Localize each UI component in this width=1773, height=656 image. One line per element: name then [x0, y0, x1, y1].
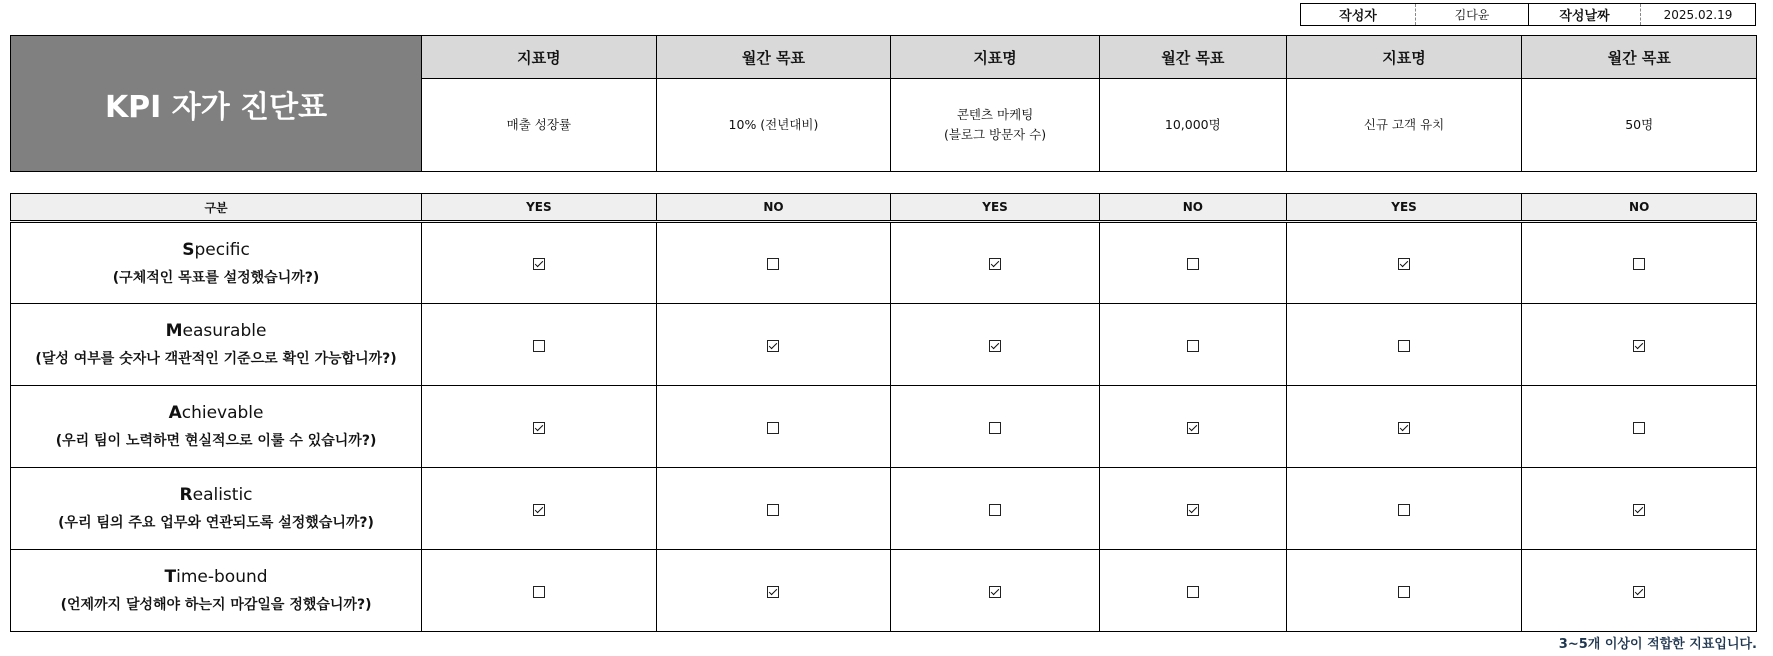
check-cell — [891, 468, 1100, 550]
checked-checkbox[interactable] — [989, 586, 1001, 598]
table-row — [11, 304, 1757, 386]
kpi3-name-cell[interactable] — [1286, 79, 1522, 172]
no-header: NO — [1522, 194, 1757, 222]
checked-checkbox[interactable] — [767, 340, 779, 352]
check-cell — [891, 304, 1100, 386]
kpi1-name: 매출 성장률 — [506, 117, 572, 132]
empty-checkbox[interactable] — [533, 340, 545, 352]
check-cell — [422, 222, 657, 304]
checked-checkbox[interactable] — [1187, 422, 1199, 434]
empty-checkbox[interactable] — [767, 422, 779, 434]
kpi1-goal[interactable]: 10% (전년대비) — [656, 79, 891, 172]
criterion-initial: A — [168, 403, 182, 423]
kpi1-name-cell[interactable] — [422, 79, 657, 172]
empty-checkbox[interactable] — [767, 258, 779, 270]
check-cell — [1099, 468, 1286, 550]
checked-checkbox[interactable] — [533, 504, 545, 516]
page-title: KPI 자가 진단표 — [11, 36, 422, 172]
criterion-rest: easurable — [182, 321, 267, 341]
criterion-cell — [11, 304, 422, 386]
empty-checkbox[interactable] — [1633, 258, 1645, 270]
kpi-header-table — [10, 35, 1757, 172]
criterion-initial: M — [165, 321, 183, 341]
criterion-rest: ime-bound — [176, 567, 268, 587]
criterion-question: (우리 팀의 주요 업무와 연관되도록 설정했습니까?) — [58, 515, 374, 531]
kpi2-goal-label: 월간 목표 — [1099, 36, 1286, 79]
author-value[interactable]: 김다윤 — [1416, 4, 1529, 25]
check-cell — [656, 222, 891, 304]
check-cell — [1099, 550, 1286, 632]
criterion-name — [11, 485, 421, 505]
check-cell — [656, 550, 891, 632]
check-cell — [891, 550, 1100, 632]
check-cell — [1099, 386, 1286, 468]
kpi3-goal-label: 월간 목표 — [1522, 36, 1757, 79]
empty-checkbox[interactable] — [1398, 586, 1410, 598]
kpi2-name-sub: (블로그 방문자 수) — [943, 127, 1047, 142]
check-cell — [1099, 304, 1286, 386]
criterion-name — [11, 240, 421, 260]
check-cell — [1286, 468, 1522, 550]
check-cell — [656, 304, 891, 386]
check-cell — [422, 304, 657, 386]
date-value[interactable]: 2025.02.19 — [1663, 7, 1733, 22]
kpi2-name-label: 지표명 — [891, 36, 1100, 79]
empty-checkbox[interactable] — [1187, 258, 1199, 270]
criterion-initial: T — [164, 567, 177, 587]
empty-checkbox[interactable] — [1633, 422, 1645, 434]
check-cell — [1286, 222, 1522, 304]
checked-checkbox[interactable] — [533, 422, 545, 434]
check-cell — [1522, 386, 1757, 468]
empty-checkbox[interactable] — [1398, 340, 1410, 352]
criterion-initial: S — [182, 239, 195, 260]
criterion-question: (구체적인 목표를 설정했습니까?) — [112, 269, 320, 286]
check-cell — [891, 386, 1100, 468]
check-cell — [1286, 304, 1522, 386]
checked-checkbox[interactable] — [1398, 422, 1410, 434]
yes-header: YES — [891, 194, 1100, 222]
checked-checkbox[interactable] — [1633, 504, 1645, 516]
kpi2-name: 콘텐츠 마케팅 — [956, 107, 1034, 122]
checked-checkbox[interactable] — [533, 258, 545, 270]
criterion-cell — [11, 222, 422, 304]
empty-checkbox[interactable] — [1187, 340, 1199, 352]
check-cell — [422, 468, 657, 550]
empty-checkbox[interactable] — [989, 504, 1001, 516]
table-row — [11, 222, 1757, 304]
kpi1-goal-label: 월간 목표 — [656, 36, 891, 79]
empty-checkbox[interactable] — [533, 586, 545, 598]
criterion-cell — [11, 468, 422, 550]
category-header: 구분 — [11, 194, 422, 222]
empty-checkbox[interactable] — [1187, 586, 1199, 598]
check-cell — [1286, 550, 1522, 632]
check-cell — [1522, 468, 1757, 550]
checked-checkbox[interactable] — [767, 586, 779, 598]
check-cell — [1522, 222, 1757, 304]
kpi3-goal[interactable]: 50명 — [1522, 79, 1757, 172]
empty-checkbox[interactable] — [1398, 504, 1410, 516]
empty-checkbox[interactable] — [989, 422, 1001, 434]
checked-checkbox[interactable] — [989, 258, 1001, 270]
empty-checkbox[interactable] — [767, 504, 779, 516]
criterion-cell — [11, 550, 422, 632]
checked-checkbox[interactable] — [1633, 586, 1645, 598]
kpi2-name-cell[interactable] — [891, 79, 1100, 172]
criterion-rest: ealistic — [192, 485, 253, 505]
checked-checkbox[interactable] — [1633, 340, 1645, 352]
author-label: 작성자 — [1301, 4, 1416, 25]
criterion-rest: chievable — [181, 403, 264, 423]
check-cell — [1099, 222, 1286, 304]
table-row — [11, 386, 1757, 468]
criterion-question: (달성 여부를 숫자나 객관적인 기준으로 확인 가능합니까?) — [35, 351, 397, 367]
no-header: NO — [1099, 194, 1286, 222]
date-label: 작성날짜 — [1529, 4, 1641, 25]
yes-header: YES — [1286, 194, 1522, 222]
table-row — [11, 468, 1757, 550]
check-cell — [891, 222, 1100, 304]
checked-checkbox[interactable] — [989, 340, 1001, 352]
check-cell — [656, 468, 891, 550]
smart-check-table — [10, 193, 1757, 632]
checked-checkbox[interactable] — [1398, 258, 1410, 270]
footer-note: 3~5개 이상이 적합한 지표입니다. — [1558, 637, 1757, 652]
criterion-question: (우리 팀이 노력하면 현실적으로 이룰 수 있습니까?) — [55, 433, 377, 449]
checked-checkbox[interactable] — [1187, 504, 1199, 516]
criterion-initial: R — [179, 485, 193, 505]
no-header: NO — [656, 194, 891, 222]
kpi3-name-label: 지표명 — [1286, 36, 1522, 79]
kpi2-goal[interactable]: 10,000명 — [1099, 79, 1286, 172]
yes-header: YES — [422, 194, 657, 222]
kpi1-name-label: 지표명 — [422, 36, 657, 79]
criterion-question: (언제까지 달성해야 하는지 마감일을 정했습니까?) — [60, 597, 372, 613]
check-cell — [422, 386, 657, 468]
criterion-name — [11, 403, 421, 423]
criterion-name — [11, 321, 421, 341]
check-cell — [1522, 550, 1757, 632]
criterion-rest: pecific — [194, 239, 250, 260]
criterion-cell — [11, 386, 422, 468]
author-date-strip — [1300, 3, 1756, 26]
kpi3-name: 신규 고객 유치 — [1363, 117, 1445, 132]
check-cell — [422, 550, 657, 632]
check-cell — [656, 386, 891, 468]
table-row — [11, 550, 1757, 632]
check-cell — [1522, 304, 1757, 386]
criterion-name — [11, 567, 421, 587]
check-cell — [1286, 386, 1522, 468]
